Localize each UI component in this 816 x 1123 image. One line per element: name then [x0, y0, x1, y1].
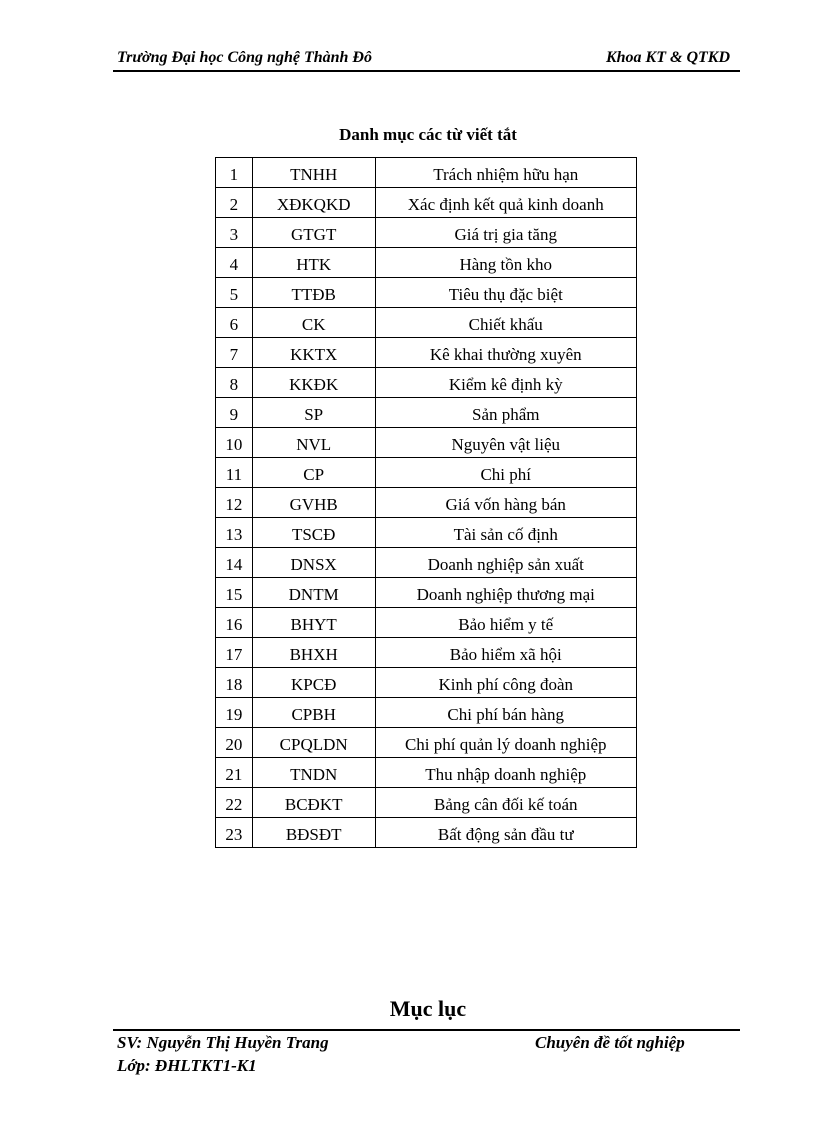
meaning-cell: Chi phí: [375, 458, 637, 488]
row-number-cell: 14: [216, 548, 253, 578]
table-row: [216, 338, 637, 368]
abbreviation-cell: KPCĐ: [252, 668, 375, 698]
table-row: [216, 278, 637, 308]
row-number-cell: 3: [216, 218, 253, 248]
table-row: [216, 428, 637, 458]
meaning-cell: Giá trị gia tăng: [375, 218, 637, 248]
table-row: [216, 188, 637, 218]
meaning-cell: Bảng cân đối kế toán: [375, 788, 637, 818]
table-row: [216, 608, 637, 638]
footer-thesis-label: Chuyên đề tốt nghiệp: [535, 1033, 685, 1052]
meaning-cell: Doanh nghiệp sản xuất: [375, 548, 637, 578]
abbreviation-cell: SP: [252, 398, 375, 428]
row-number-cell: 12: [216, 488, 253, 518]
abbreviation-cell: TSCĐ: [252, 518, 375, 548]
abbreviation-cell: DNSX: [252, 548, 375, 578]
abbreviation-cell: BCĐKT: [252, 788, 375, 818]
table-row: [216, 398, 637, 428]
meaning-cell: Doanh nghiệp thương mại: [375, 578, 637, 608]
row-number-cell: 22: [216, 788, 253, 818]
table-row: [216, 518, 637, 548]
meaning-cell: Chiết khấu: [375, 308, 637, 338]
meaning-cell: Thu nhập doanh nghiệp: [375, 758, 637, 788]
table-row: [216, 728, 637, 758]
abbreviation-cell: CK: [252, 308, 375, 338]
table-row: [216, 548, 637, 578]
abbreviation-cell: DNTM: [252, 578, 375, 608]
section-heading: Mục lục: [389, 996, 467, 1021]
row-number-cell: 11: [216, 458, 253, 488]
table-row: [216, 698, 637, 728]
abbreviation-cell: KKĐK: [252, 368, 375, 398]
header-faculty: Khoa KT & QTKD: [605, 49, 730, 66]
table-row: [216, 668, 637, 698]
abbreviation-cell: CPBH: [252, 698, 375, 728]
meaning-cell: Sản phẩm: [375, 398, 637, 428]
row-number-cell: 8: [216, 368, 253, 398]
row-number-cell: 13: [216, 518, 253, 548]
row-number-cell: 6: [216, 308, 253, 338]
table-row: [216, 578, 637, 608]
header-rule: [113, 70, 740, 72]
table-row: [216, 788, 637, 818]
meaning-cell: Nguyên vật liệu: [375, 428, 637, 458]
row-number-cell: 15: [216, 578, 253, 608]
meaning-cell: Tài sản cố định: [375, 518, 637, 548]
abbreviation-cell: NVL: [252, 428, 375, 458]
row-number-cell: 20: [216, 728, 253, 758]
meaning-cell: Chi phí bán hàng: [375, 698, 637, 728]
meaning-cell: Bảo hiểm y tế: [375, 608, 637, 638]
abbreviation-cell: BHXH: [252, 638, 375, 668]
abbreviation-table-body: [216, 158, 637, 848]
abbreviation-table: [215, 157, 637, 848]
meaning-cell: Kinh phí công đoàn: [375, 668, 637, 698]
row-number-cell: 23: [216, 818, 253, 848]
meaning-cell: Bảo hiểm xã hội: [375, 638, 637, 668]
table-row: [216, 368, 637, 398]
abbreviation-list-title: Danh mục các từ viết tắt: [339, 125, 517, 144]
table-row: [216, 218, 637, 248]
table-row: [216, 638, 637, 668]
meaning-cell: Xác định kết quả kinh doanh: [375, 188, 637, 218]
meaning-cell: Kiểm kê định kỳ: [375, 368, 637, 398]
row-number-cell: 18: [216, 668, 253, 698]
table-row: [216, 158, 637, 188]
row-number-cell: 9: [216, 398, 253, 428]
abbreviation-cell: TTĐB: [252, 278, 375, 308]
row-number-cell: 21: [216, 758, 253, 788]
meaning-cell: Trách nhiệm hữu hạn: [375, 158, 637, 188]
meaning-cell: Hàng tồn kho: [375, 248, 637, 278]
footer-rule: [113, 1029, 740, 1031]
row-number-cell: 1: [216, 158, 253, 188]
abbreviation-cell: HTK: [252, 248, 375, 278]
row-number-cell: 2: [216, 188, 253, 218]
meaning-cell: Giá vốn hàng bán: [375, 488, 637, 518]
table-row: [216, 818, 637, 848]
table-row: [216, 458, 637, 488]
abbreviation-cell: KKTX: [252, 338, 375, 368]
row-number-cell: 17: [216, 638, 253, 668]
row-number-cell: 16: [216, 608, 253, 638]
table-row: [216, 248, 637, 278]
row-number-cell: 5: [216, 278, 253, 308]
abbreviation-cell: BHYT: [252, 608, 375, 638]
row-number-cell: 19: [216, 698, 253, 728]
meaning-cell: Tiêu thụ đặc biệt: [375, 278, 637, 308]
abbreviation-cell: GTGT: [252, 218, 375, 248]
abbreviation-cell: CP: [252, 458, 375, 488]
meaning-cell: Chi phí quản lý doanh nghiệp: [375, 728, 637, 758]
table-row: [216, 308, 637, 338]
abbreviation-cell: XĐKQKD: [252, 188, 375, 218]
header-school-name: Trường Đại học Công nghệ Thành Đô: [117, 49, 372, 66]
abbreviation-cell: GVHB: [252, 488, 375, 518]
table-row: [216, 488, 637, 518]
footer-class: Lớp: ĐHLTKT1-K1: [117, 1056, 257, 1075]
row-number-cell: 10: [216, 428, 253, 458]
abbreviation-cell: TNDN: [252, 758, 375, 788]
abbreviation-cell: CPQLDN: [252, 728, 375, 758]
row-number-cell: 4: [216, 248, 253, 278]
footer-student-name: SV: Nguyễn Thị Huyền Trang: [117, 1033, 329, 1052]
row-number-cell: 7: [216, 338, 253, 368]
table-row: [216, 758, 637, 788]
meaning-cell: Kê khai thường xuyên: [375, 338, 637, 368]
meaning-cell: Bất động sản đầu tư: [375, 818, 637, 848]
abbreviation-cell: BĐSĐT: [252, 818, 375, 848]
abbreviation-cell: TNHH: [252, 158, 375, 188]
